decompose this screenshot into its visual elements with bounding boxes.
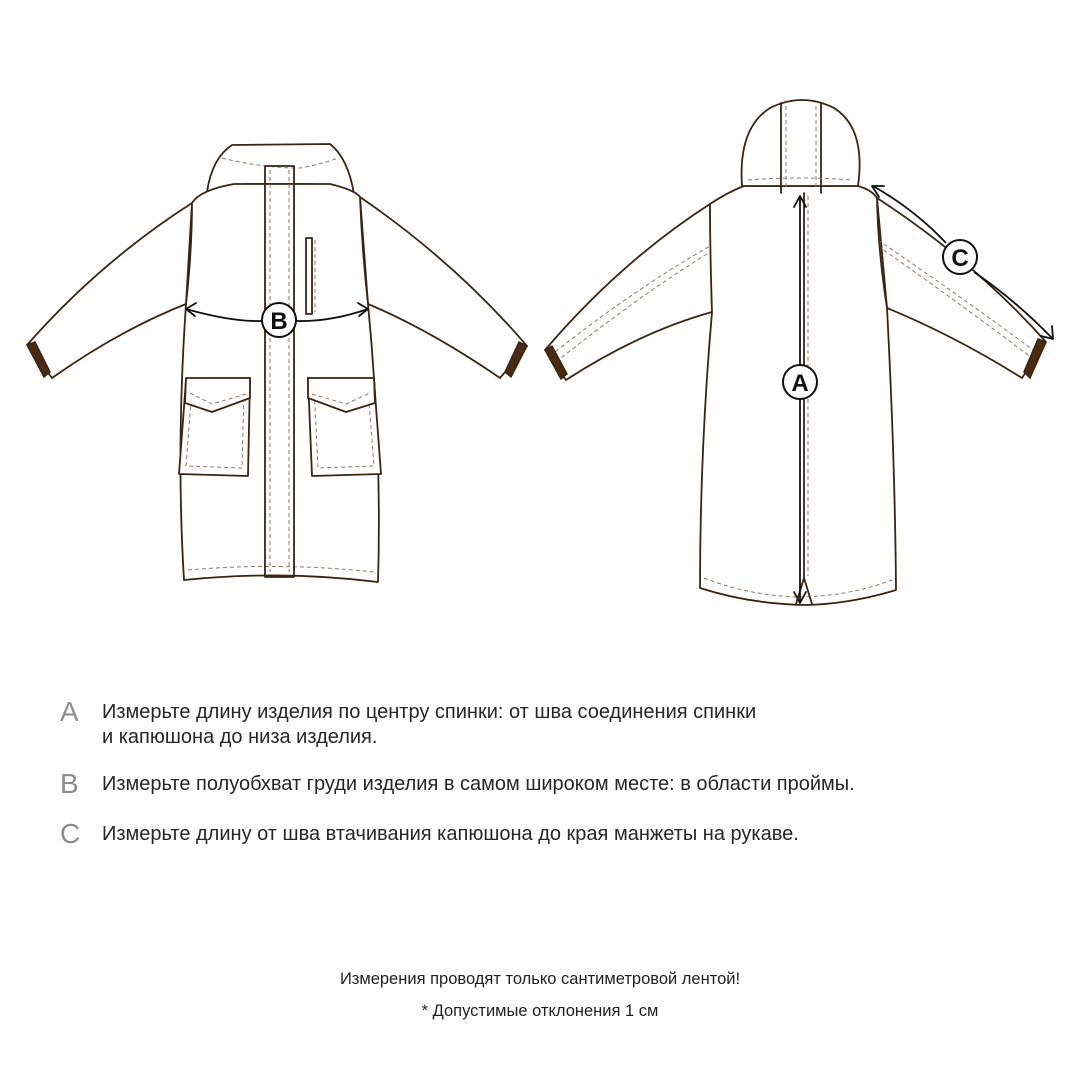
back-view [545,100,1053,605]
front-view [27,144,527,582]
legend-letter-a: A [60,696,79,727]
legend-text-b: Измерьте полуобхват груди изделия в самом широком месте: в области проймы. [102,773,855,795]
legend-text-c: Измерьте длину от шва втачивания капюшона до края манжеты на рукаве. [102,823,799,845]
badge-a [783,365,817,399]
legend-letter-c: C [60,818,81,849]
svg-text:A: A [791,370,809,397]
legend-item-a [60,696,1040,750]
measurement-note: Измерения проводят только сантиметровой лентой! [339,970,741,988]
svg-text:B: B [270,308,288,335]
legend-item-c [60,818,1040,850]
tolerance-note: * Допустимые отклонения 1 см [421,1002,659,1020]
badge-b [262,303,296,337]
svg-text:C: C [951,245,969,272]
legend-item-b [60,768,1040,800]
badge-c [943,240,977,274]
legend-letter-b: B [60,768,79,799]
legend-text-a: Измерьте длину изделия по центру спинки: от шва соединения спинки и капюшона до низа изделия. [102,701,757,748]
measurement-legend [60,696,1040,872]
